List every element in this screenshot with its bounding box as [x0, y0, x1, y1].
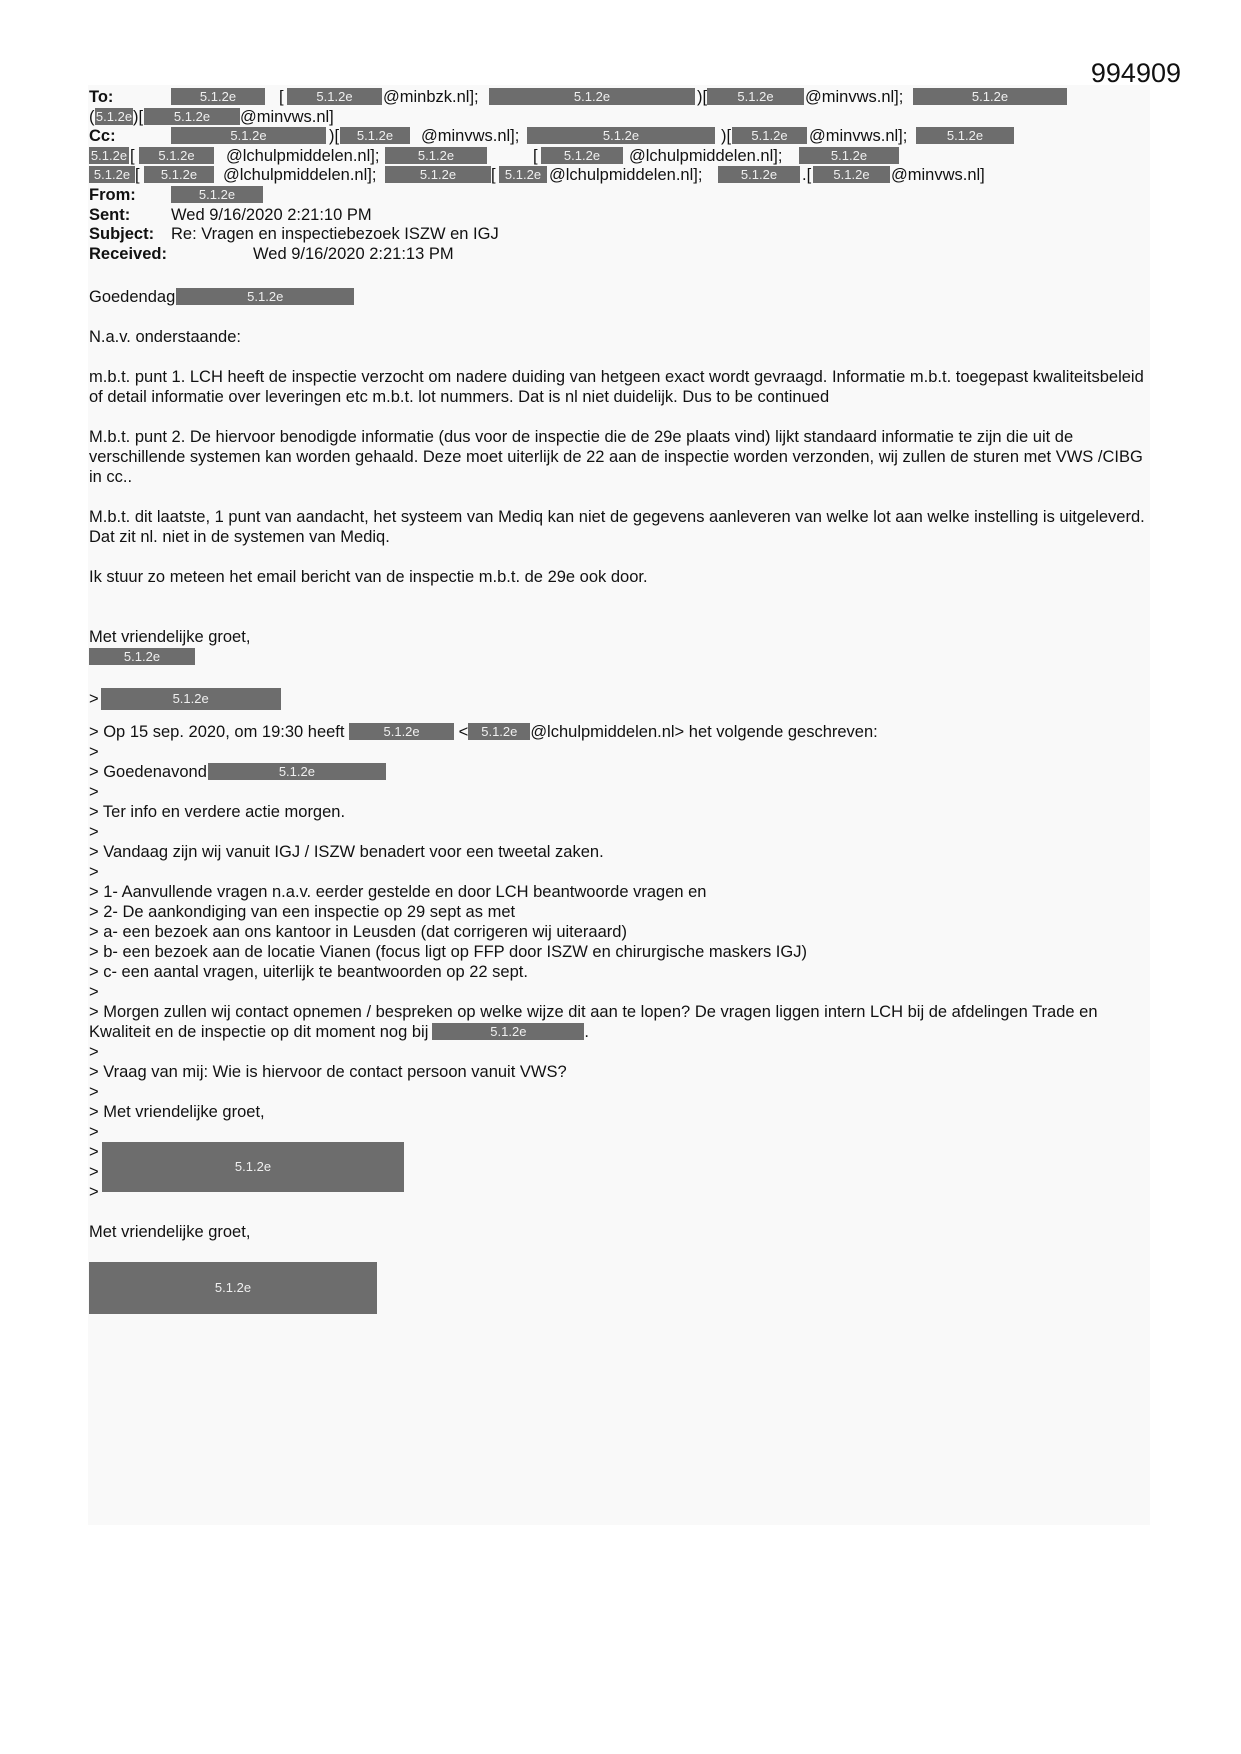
quote-line: > [89, 743, 99, 761]
redaction: 5.1.2e [813, 166, 890, 183]
paragraph: M.b.t. punt 2. De hiervoor benodigde informatie (dus voor de inspectie die de 29e plaats vind) lijkt standaard informatie te zijn die uit de verschillende systemen kan worden gehaald. Deze moet uiterlijk de 22 aan de inspectie worden verzonden, wij zullen de sturen met VWS /CIBG in cc.. [89, 428, 1143, 486]
redaction: 5.1.2e [171, 127, 326, 144]
cc-line-3: 5.1.2e [ 5.1.2e @lchulpmiddelen.nl]; 5.1.2e [ 5.1.2e @lchulpmiddelen.nl]; 5.1.2e .[ 5.1.2e @minvws.nl] [89, 166, 1159, 186]
redaction: 5.1.2e [89, 1262, 377, 1314]
redaction: 5.1.2e [385, 166, 491, 183]
redaction: 5.1.2e [139, 147, 214, 164]
redaction: 5.1.2e [90, 147, 128, 163]
quote-line: > Op 15 sep. 2020, om 19:30 heeft 5.1.2e < 5.1.2e @lchulpmiddelen.nl> het volgende geschreven: [89, 723, 878, 741]
redaction: 5.1.2e [89, 166, 135, 183]
quote-line: > [89, 1163, 99, 1181]
quote-line: > 5.1.2e [89, 688, 1149, 710]
to-domain: @minvws.nl]; [805, 88, 904, 106]
redaction: 5.1.2e [287, 88, 382, 105]
to-domain: @minvws.nl] [240, 107, 334, 126]
redaction: 5.1.2e [527, 127, 715, 144]
subject-value: Re: Vragen en inspectiebezoek ISZW en IGJ [171, 225, 499, 244]
received-value: Wed 9/16/2020 2:21:13 PM [253, 244, 454, 263]
quote-line: > 2- De aankondiging van een inspectie op 29 sept as met [89, 903, 516, 921]
redaction: 5.1.2e [144, 108, 240, 125]
final-closing: Met vriendelijke groet, [89, 1223, 251, 1241]
redaction: 5.1.2e [799, 147, 899, 164]
quote-line: > Vandaag zijn wij vanuit IGJ / ISZW benadert voor een tweetal zaken. [89, 843, 604, 861]
subject-label: Subject: [89, 225, 155, 244]
email-header [89, 88, 1159, 264]
redaction: 5.1.2e [499, 166, 547, 183]
quote-line: > Goedenavond 5.1.2e [89, 762, 1149, 782]
quote-line: > [89, 823, 99, 841]
subject-line [89, 225, 1159, 245]
redaction: 5.1.2e [101, 688, 281, 710]
redaction: 5.1.2e [468, 723, 530, 740]
redaction: 5.1.2e [432, 1023, 584, 1040]
sent-line [89, 206, 1159, 226]
email-body [89, 287, 1149, 667]
cc-domain: @lchulpmiddelen.nl]; [223, 166, 377, 185]
greeting: Goedendag 5.1.2e [89, 287, 1149, 307]
quoted-message [89, 688, 1149, 1314]
paragraph: m.b.t. punt 1. LCH heeft de inspectie verzocht om nadere duiding van hetgeen exact wordt gevraagd. Informatie m.b.t. toegepast kwaliteitsbeleid of detail informatie over leveringen etc m.b.t. lot nummers. Dat is nl niet duidelijk. Dus to be continued [89, 368, 1144, 406]
redaction: 5.1.2e [340, 127, 410, 144]
closing: Met vriendelijke groet, [89, 628, 251, 646]
to-line-1: To: 5.1.2e [ 5.1.2e @minbzk.nl]; 5.1.2e )[ 5.1.2e @minvws.nl]; 5.1.2e [89, 88, 1159, 108]
quote-line: > [89, 983, 99, 1001]
paragraph: N.a.v. onderstaande: [89, 328, 241, 346]
quote-line: > [89, 1123, 99, 1141]
redaction: 5.1.2e [144, 166, 214, 183]
redaction: 5.1.2e [176, 288, 354, 305]
paragraph: M.b.t. dit laatste, 1 punt van aandacht, het systeem van Mediq kan niet de gegevens aanleveren van welke lot aan welke instelling is uitgeleverd. Dat zit nl. niet in de systemen van Mediq. [89, 508, 1145, 546]
paragraph: Ik stuur zo meteen het email bericht van de inspectie m.b.t. de 29e ook door. [89, 568, 648, 586]
quote-line: > a- een bezoek aan ons kantoor in Leusden (dat corrigeren wij uiteraard) [89, 923, 627, 941]
redaction: 5.1.2e [916, 127, 1014, 144]
redaction: 5.1.2e [385, 147, 487, 164]
received-line [89, 245, 1159, 265]
to-label: To: [89, 88, 114, 106]
redaction: 5.1.2e [171, 186, 263, 203]
document-id: 994909 [1090, 58, 1181, 88]
redaction: 5.1.2e [489, 88, 695, 105]
quote-line: > [89, 1043, 99, 1061]
quote-line: > Vraag van mij: Wie is hiervoor de contact persoon vanuit VWS? [89, 1063, 567, 1081]
to-line-2: ( 5.1.2e )[ 5.1.2e @minvws.nl] [89, 107, 334, 126]
quote-line: > [89, 1083, 99, 1101]
quote-line: > Morgen zullen wij contact opnemen / bespreken op welke wijze dit aan te lopen? De vragen liggen intern LCH bij de afdelingen Trade en Kwaliteit en de inspectie op dit moment nog bij 5.1.2e . [89, 1003, 1098, 1041]
quote-line: > Met vriendelijke groet, [89, 1103, 265, 1121]
redaction: 5.1.2e [208, 763, 386, 780]
redaction: 5.1.2e [707, 88, 804, 105]
redaction: 5.1.2e [95, 108, 133, 124]
quote-line: > Ter info en verdere actie morgen. [89, 803, 346, 821]
quote-line: > [89, 783, 99, 801]
final-signature [89, 1262, 1149, 1314]
redaction: 5.1.2e [732, 127, 807, 144]
from-line [89, 186, 1159, 206]
redaction: 5.1.2e [171, 88, 265, 105]
quote-line: > c- een aantal vragen, uiterlijk te beantwoorden op 22 sept. [89, 963, 528, 981]
cc-domain: @lchulpmiddelen.nl]; [226, 146, 380, 165]
redaction: 5.1.2e [541, 147, 623, 164]
cc-domain: @minvws.nl]; [421, 127, 520, 146]
quote-line: > [89, 863, 99, 881]
received-label: Received: [89, 244, 167, 263]
redaction: 5.1.2e [102, 1142, 404, 1192]
sent-label: Sent: [89, 205, 131, 224]
cc-label: Cc: [89, 127, 116, 146]
quote-line: > 5.1.2e [89, 1142, 1149, 1162]
cc-domain: @lchulpmiddelen.nl]; [549, 166, 703, 185]
quote-line: > 1- Aanvullende vragen n.a.v. eerder gestelde en door LCH beantwoorde vragen en [89, 883, 707, 901]
redaction: 5.1.2e [349, 723, 454, 740]
cc-domain: @minvws.nl] [891, 166, 985, 185]
cc-line-2: 5.1.2e [ 5.1.2e @lchulpmiddelen.nl]; 5.1.2e [ 5.1.2e @lchulpmiddelen.nl]; 5.1.2e [89, 147, 1159, 167]
cc-line-1: Cc: 5.1.2e )[ 5.1.2e @minvws.nl]; 5.1.2e )[ 5.1.2e @minvws.nl]; 5.1.2e [89, 127, 1159, 147]
sent-value: Wed 9/16/2020 2:21:10 PM [171, 205, 372, 224]
redaction: 5.1.2e [718, 166, 800, 183]
quote-line: > [89, 1183, 99, 1201]
signature [89, 647, 1149, 667]
cc-domain: @lchulpmiddelen.nl]; [629, 146, 783, 165]
quote-line: > b- een bezoek aan de locatie Vianen (focus ligt op FFP door ISZW en chirurgische maskers IGJ) [89, 943, 807, 961]
from-label: From: [89, 185, 136, 204]
cc-domain: @minvws.nl]; [809, 127, 908, 146]
redaction: 5.1.2e [89, 648, 195, 665]
to-domain: @minbzk.nl]; [383, 88, 479, 106]
redaction: 5.1.2e [913, 88, 1067, 105]
